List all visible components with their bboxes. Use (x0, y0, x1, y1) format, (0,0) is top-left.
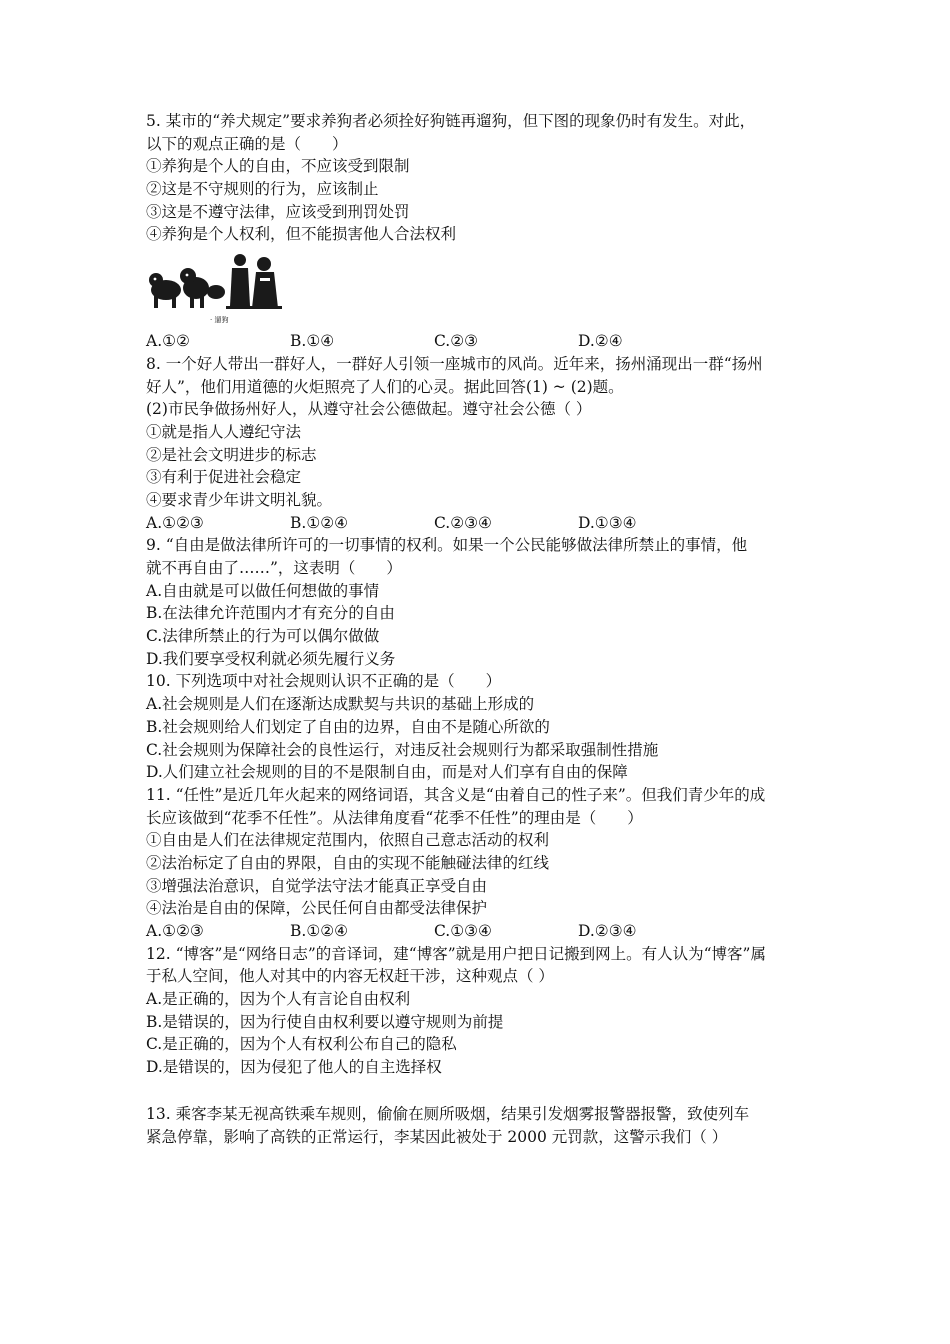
q8-stem-line-2: 好人”，他们用道德的火炬照亮了人们的心灵。据此回答(1) ~ (2)题。 (146, 377, 624, 396)
option-c[interactable]: C.是正确的，因为个人有权利公布自己的隐私 (146, 1035, 457, 1054)
option-d[interactable]: D.我们要享受权利就必须先履行义务 (146, 649, 396, 668)
option-b[interactable]: B.①④ (290, 332, 335, 351)
q11-stem-line-2: 长应该做到“花季不任性”。从法律角度看“花季不任性”的理由是（ ） (146, 808, 643, 827)
q5-stem-line-1: 5. 某市的“养犬规定”要求养狗者必须拴好狗链再遛狗，但下图的现象仍时有发生。对此， (146, 112, 756, 130)
q5-stem-line-2: 以下的观点正确的是（ ） (146, 134, 348, 153)
option-b[interactable]: B.社会规则给人们划定了自由的边界，自由不是随心所欲的 (146, 717, 550, 736)
option-c[interactable]: C.法律所禁止的行为可以偶尔做做 (146, 627, 380, 646)
question-10 (146, 670, 826, 783)
q8-sub-question: (2)市民争做扬州好人，从遵守社会公德做起。遵守社会公德（ ） (146, 400, 592, 419)
spacer (146, 1079, 826, 1103)
option-a[interactable]: A.自由就是可以做任何想做的事情 (146, 581, 380, 600)
q8-stem-line-1: 8. 一个好人带出一群好人，一群好人引领一座城市的风尚。近年来，扬州涌现出一群“扬州 (146, 354, 763, 373)
q5-item: ①养狗是个人的自由，不应该受到限制 (146, 157, 410, 176)
q8-item: ①就是指人人遵纪守法 (146, 422, 302, 441)
option-b[interactable]: B.是错误的，因为行使自由权利要以遵守规则为前提 (146, 1012, 504, 1031)
option-d[interactable]: D.①③④ (578, 513, 637, 532)
q8-item: ③有利于促进社会稳定 (146, 468, 302, 487)
question-9 (146, 534, 826, 670)
option-c[interactable]: C.②③ (434, 332, 479, 351)
q5-item: ④养狗是个人权利，但不能损害他人合法权利 (146, 225, 457, 244)
q11-options (146, 920, 826, 943)
q5-item: ②这是不守规则的行为，应该制止 (146, 180, 379, 199)
q12-stem-line-2: 于私人空间，他人对其中的内容无权赶干涉，这种观点（ ） (146, 967, 554, 986)
option-d[interactable]: D.②③④ (578, 922, 637, 940)
q8-options (146, 512, 826, 535)
option-a[interactable]: A.①② (146, 332, 190, 351)
option-a[interactable]: A.①②③ (146, 513, 204, 532)
option-c[interactable]: C.②③④ (434, 513, 492, 532)
dog-walking-illustration (146, 248, 286, 318)
option-d[interactable]: D.人们建立社会规则的目的不是限制自由，而是对人们享有自由的保障 (146, 763, 628, 782)
q12-stem-line-1: 12. “博客”是“网络日志”的音译词，建“博客”就是用户把日记搬到网上。有人认为“博客”属 (146, 944, 766, 963)
question-13 (146, 1103, 826, 1148)
q11-item: ③增强法治意识，自觉学法守法才能真正享受自由 (146, 876, 488, 895)
dog-walking-figure (146, 248, 826, 326)
q11-item: ④法治是自由的保障，公民任何自由都受法律保护 (146, 899, 488, 918)
option-a[interactable]: A.是正确的，因为个人有言论自由权利 (146, 990, 411, 1009)
option-b[interactable]: B.①②④ (290, 513, 349, 532)
figure-caption: · 遛狗 (210, 316, 229, 325)
q13-stem-line-2: 紧急停靠，影响了高铁的正常运行，李某因此被处于 2000 元罚款，这警示我们（ ） (146, 1127, 728, 1146)
option-a[interactable]: A.①②③ (146, 922, 204, 940)
q10-stem: 10. 下列选项中对社会规则认识不正确的是（ ） (146, 672, 502, 691)
q9-stem-line-1: 9. “自由是做法律所许可的一切事情的权利。如果一个公民能够做法律所禁止的事情，他 (146, 536, 748, 555)
option-d[interactable]: D.②④ (578, 332, 623, 351)
question-11 (146, 784, 826, 943)
option-b[interactable]: B.在法律允许范围内才有充分的自由 (146, 604, 395, 623)
option-a[interactable]: A.社会规则是人们在逐渐达成默契与共识的基础上形成的 (146, 695, 535, 714)
option-d[interactable]: D.是错误的，因为侵犯了他人的自主选择权 (146, 1058, 442, 1077)
q8-item: ④要求青少年讲文明礼貌。 (146, 490, 333, 509)
q13-stem-line-1: 13. 乘客李某无视高铁乘车规则，偷偷在厕所吸烟，结果引发烟雾报警器报警，致使列车 (146, 1104, 750, 1123)
q11-stem-line-1: 11. “任性”是近几年火起来的网络词语，其含义是“由着自己的性子来”。但我们青少年的成 (146, 785, 766, 804)
question-5 (146, 110, 826, 353)
exam-page (146, 110, 826, 1148)
q11-item: ①自由是人们在法律规定范围内，依照自己意志活动的权利 (146, 831, 550, 850)
question-12 (146, 943, 826, 1079)
q8-item: ②是社会文明进步的标志 (146, 445, 317, 464)
option-c[interactable]: C.①③④ (434, 922, 492, 940)
question-8 (146, 353, 826, 535)
q11-item: ②法治标定了自由的界限，自由的实现不能触碰法律的红线 (146, 853, 550, 872)
q5-item: ③这是不遵守法律，应该受到刑罚处罚 (146, 202, 410, 221)
q9-stem-line-2: 就不再自由了……”，这表明（ ） (146, 559, 402, 577)
option-b[interactable]: B.①②④ (290, 922, 349, 940)
q5-options (146, 330, 826, 353)
option-c[interactable]: C.社会规则为保障社会的良性运行，对违反社会规则行为都采取强制性措施 (146, 740, 659, 759)
